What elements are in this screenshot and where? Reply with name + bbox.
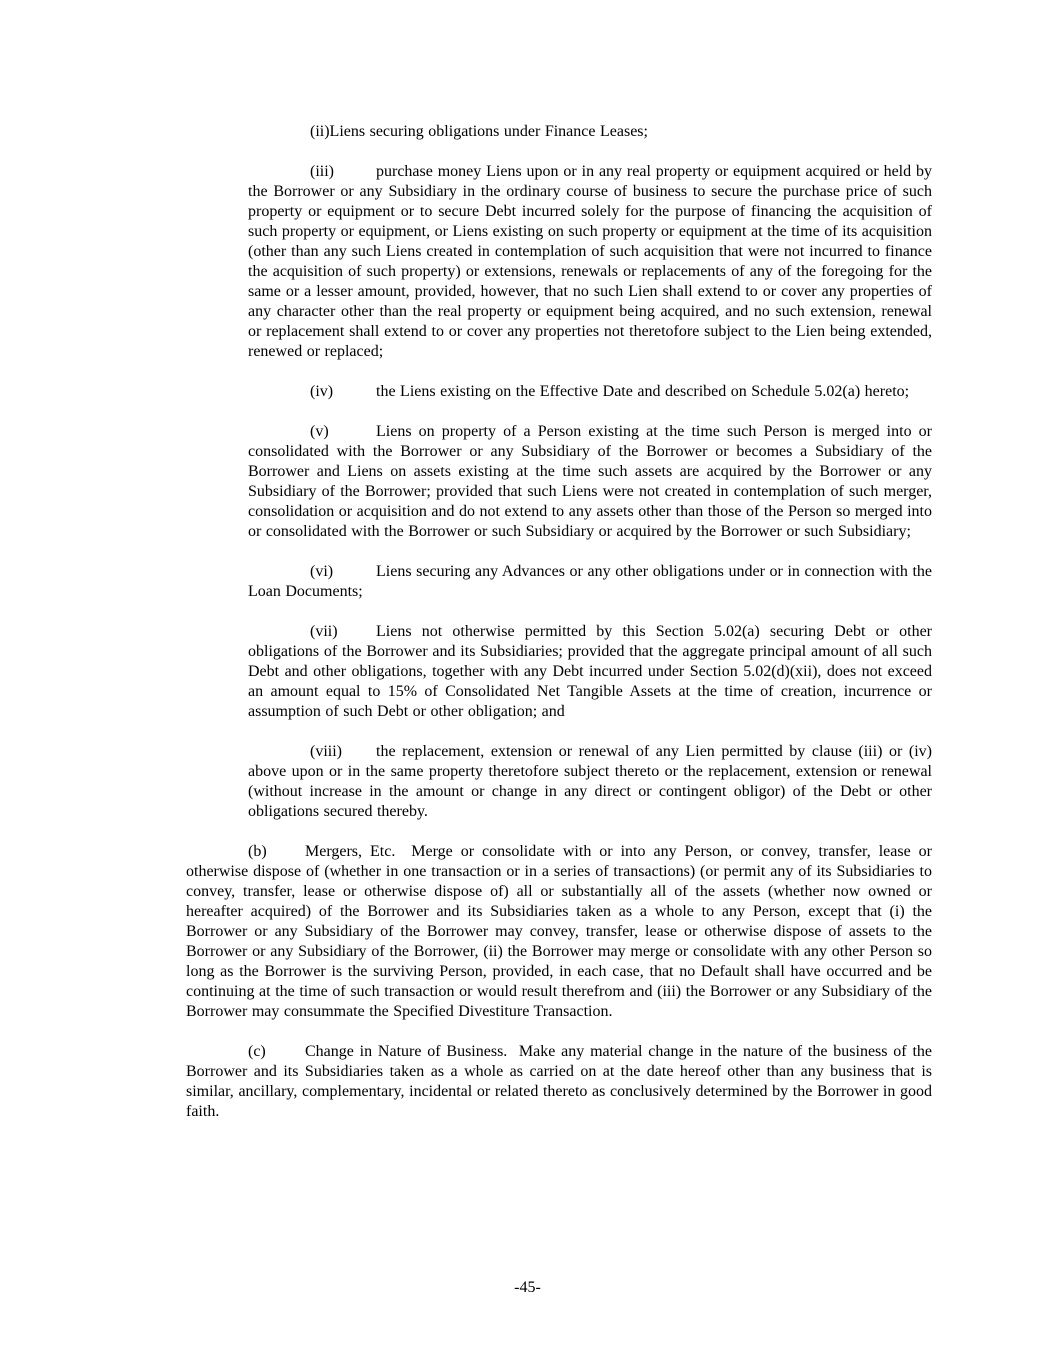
clause-vii: [248, 622, 932, 722]
clause-iii: [248, 162, 932, 362]
clause-iii-label: (iii): [310, 163, 334, 180]
paragraph-b-text: Mergers, Etc. Merge or consolidate with or into any Person, or convey, transfer, lease or otherwise dispose of (whether in one transaction or in a series of transactions) (or permit any of its Subsidiaries to convey, transfer, lease or otherwise dispose of) all or substantially all of the assets (whether now owned or hereafter acquired) of the Borrower and its Subsidiaries taken as a whole to any Person, except that (i) the Borrower or any Subsidiary of the Borrower may convey, transfer, lease or otherwise dispose of assets to the Borrower or any Subsidiary of the Borrower, (ii) the Borrower may merge or consolidate with any other Person so long as the Borrower is the surviving Person, provided, in each case, that no Default shall have occurred and be continuing at the time of such transaction or would result therefrom and (iii) the Borrower or any Subsidiary of the Borrower may consummate the Specified Divestiture Transaction.: [186, 843, 932, 1020]
paragraph-c-label: (c): [248, 1043, 266, 1060]
clause-ii-label: (ii): [310, 123, 330, 140]
page-body: [186, 122, 932, 1142]
clause-iv: [248, 382, 932, 402]
paragraph-c: [186, 1042, 932, 1122]
page-number: -45-: [514, 1279, 541, 1296]
paragraph-b-label: (b): [248, 843, 267, 860]
clause-ii-text: Liens securing obligations under Finance Leases;: [329, 123, 648, 140]
clause-vii-label: (vii): [310, 623, 338, 640]
clause-vi-label: (vi): [310, 563, 334, 580]
clause-vi: [248, 562, 932, 602]
clause-v: [248, 422, 932, 542]
clause-vii-text: Liens not otherwise permitted by this Section 5.02(a) securing Debt or other obligations of the Borrower and its Subsidiaries; provided that the aggregate principal amount of all such Debt and other obligations, together with any Debt incurred under Section 5.02(d)(xii), does not exceed an amount equal to 15% of Consolidated Net Tangible Assets at the time of creation, incurrence or assumption of such Debt or other obligation; and: [248, 623, 932, 720]
paragraph-c-text: Change in Nature of Business. Make any material change in the nature of the business of the Borrower and its Subsidiaries taken as a whole as carried on at the date hereof other than any business that is similar, ancillary, complementary, incidental or related thereto as conclusively determined by the Borrower in good faith.: [186, 1043, 932, 1120]
clause-viii-label: (viii): [310, 743, 342, 760]
clause-v-text: Liens on property of a Person existing at the time such Person is merged into or consolidated with the Borrower or any Subsidiary of the Borrower or becomes a Subsidiary of the Borrower and Liens on assets existing at the time such assets are acquired by the Borrower or any Subsidiary of the Borrower; provided that such Liens were not created in contemplation of such merger, consolidation or acquisition and do not extend to any assets other than those of the Person so merged into or consolidated with the Borrower or such Subsidiary or acquired by the Borrower or such Subsidiary;: [248, 423, 932, 540]
clause-viii-text: the replacement, extension or renewal of any Lien permitted by clause (iii) or (iv) above upon or in the same property theretofore subject thereto or the replacement, extension or renewal (without increase in the amount or change in any direct or contingent obligor) of the Debt or other obligations secured thereby.: [248, 743, 932, 820]
paragraph-b: [186, 842, 932, 1022]
clause-iii-text: purchase money Liens upon or in any real property or equipment acquired or held by the Borrower or any Subsidiary in the ordinary course of business to secure the purchase price of such property or equipment or to secure Debt incurred solely for the purpose of financing the acquisition of such property or equipment, or Liens existing on such property or equipment at the time of its acquisition (other than any such Liens created in contemplation of such acquisition that were not incurred to finance the acquisition of such property) or extensions, renewals or replacements of any of the foregoing for the same or a lesser amount, provided, however, that no such Lien shall extend to or cover any properties of any character other than the real property or equipment being acquired, and no such extension, renewal or replacement shall extend to or cover any properties not theretofore subject to the Lien being extended, renewed or replaced;: [248, 163, 932, 360]
clause-vi-text: Liens securing any Advances or any other obligations under or in connection with the Loan Documents;: [248, 563, 932, 600]
clause-v-label: (v): [310, 423, 329, 440]
clause-iv-text: the Liens existing on the Effective Date and described on Schedule 5.02(a) hereto;: [376, 383, 910, 400]
clause-viii: [248, 742, 932, 822]
clause-ii: [248, 122, 932, 142]
clause-iv-label: (iv): [310, 383, 334, 400]
